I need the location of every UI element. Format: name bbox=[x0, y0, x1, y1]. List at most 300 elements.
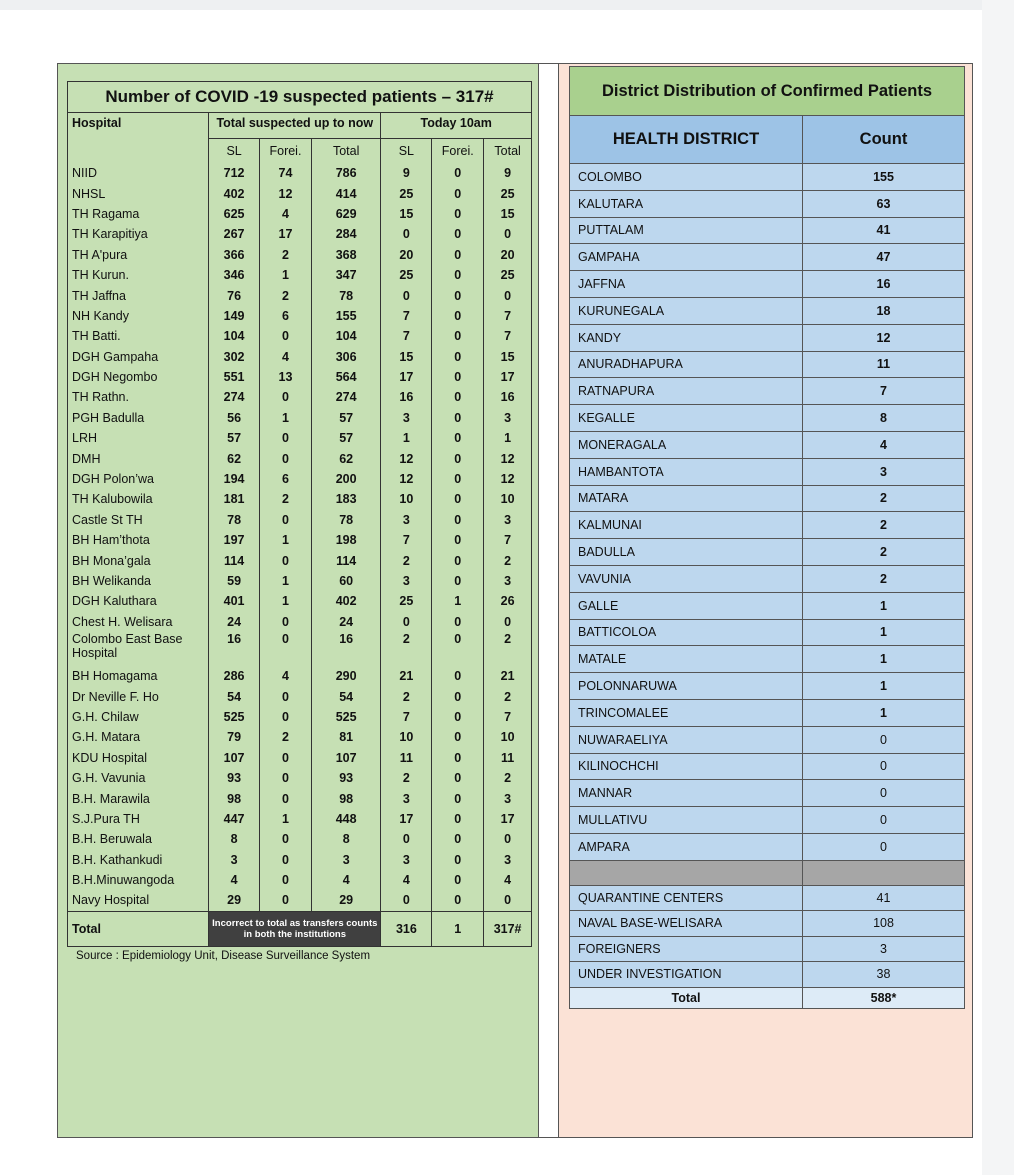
forei-value: 0 bbox=[260, 870, 312, 890]
table-row bbox=[68, 591, 532, 611]
district-name: JAFFNA bbox=[570, 271, 803, 298]
today-total-value: 11 bbox=[484, 748, 532, 768]
category-count: 3 bbox=[803, 936, 965, 962]
district-name: GALLE bbox=[570, 592, 803, 619]
district-count: 1 bbox=[803, 592, 965, 619]
today-total-value: 21 bbox=[484, 666, 532, 686]
hospital-name: B.H. Marawila bbox=[68, 788, 209, 808]
today-sl-value: 10 bbox=[381, 489, 432, 509]
total-value: 155 bbox=[311, 306, 381, 326]
district-row bbox=[570, 271, 965, 298]
today-total-value: 7 bbox=[484, 530, 532, 550]
sl-value: 625 bbox=[209, 204, 260, 224]
col-sl-header: SL bbox=[209, 139, 260, 164]
district-name: RATNAPURA bbox=[570, 378, 803, 405]
col-total-header: Total bbox=[311, 139, 381, 164]
today-forei-value: 0 bbox=[432, 428, 484, 448]
forei-value: 6 bbox=[260, 306, 312, 326]
district-total-row bbox=[570, 987, 965, 1008]
today-sl-value: 9 bbox=[381, 163, 432, 183]
hospital-name: NHSL bbox=[68, 183, 209, 203]
total-value: 78 bbox=[311, 510, 381, 530]
forei-value: 6 bbox=[260, 469, 312, 489]
forei-value: 0 bbox=[260, 707, 312, 727]
forei-value: 4 bbox=[260, 666, 312, 686]
sl-value: 79 bbox=[209, 727, 260, 747]
hospital-name: BH Mona’gala bbox=[68, 550, 209, 570]
sl-value: 3 bbox=[209, 850, 260, 870]
district-row bbox=[570, 378, 965, 405]
table-row bbox=[68, 890, 532, 911]
sl-value: 98 bbox=[209, 788, 260, 808]
today-forei-value: 0 bbox=[432, 408, 484, 428]
col-today-sl-header: SL bbox=[381, 139, 432, 164]
district-name: KANDY bbox=[570, 324, 803, 351]
district-count: 41 bbox=[803, 217, 965, 244]
hospital-name: BH Welikanda bbox=[68, 571, 209, 591]
hospital-name: G.H. Matara bbox=[68, 727, 209, 747]
today-sl-value: 15 bbox=[381, 347, 432, 367]
total-value: 290 bbox=[311, 666, 381, 686]
total-value: 3 bbox=[311, 850, 381, 870]
table-row bbox=[68, 809, 532, 829]
district-row bbox=[570, 807, 965, 834]
today-sl-value: 12 bbox=[381, 448, 432, 468]
district-name: KURUNEGALA bbox=[570, 297, 803, 324]
sl-value: 197 bbox=[209, 530, 260, 550]
category-name: QUARANTINE CENTERS bbox=[570, 885, 803, 911]
today-sl-value: 7 bbox=[381, 326, 432, 346]
total-today-forei: 1 bbox=[432, 911, 484, 946]
total-value: 93 bbox=[311, 768, 381, 788]
district-row bbox=[570, 512, 965, 539]
table-row bbox=[68, 666, 532, 686]
total-note: Incorrect to total as transfers counts in both the institutions bbox=[209, 911, 381, 946]
hospital-name: TH Rathn. bbox=[68, 387, 209, 407]
forei-value: 0 bbox=[260, 850, 312, 870]
col-today-total-header: Total bbox=[484, 139, 532, 164]
district-count: 11 bbox=[803, 351, 965, 378]
table-row bbox=[68, 448, 532, 468]
total-value: 786 bbox=[311, 163, 381, 183]
forei-value: 0 bbox=[260, 890, 312, 911]
today-forei-value: 0 bbox=[432, 347, 484, 367]
total-value: 78 bbox=[311, 285, 381, 305]
district-count: 0 bbox=[803, 726, 965, 753]
hospital-name: PGH Badulla bbox=[68, 408, 209, 428]
district-row bbox=[570, 405, 965, 432]
district-row bbox=[570, 726, 965, 753]
today-sl-value: 11 bbox=[381, 748, 432, 768]
category-name: UNDER INVESTIGATION bbox=[570, 962, 803, 988]
forei-value: 12 bbox=[260, 183, 312, 203]
today-sl-value: 2 bbox=[381, 686, 432, 706]
today-sl-value: 17 bbox=[381, 367, 432, 387]
today-total-value: 0 bbox=[484, 612, 532, 632]
today-sl-value: 4 bbox=[381, 870, 432, 890]
district-count: 2 bbox=[803, 565, 965, 592]
today-header: Today 10am bbox=[381, 113, 532, 139]
table-row bbox=[68, 265, 532, 285]
district-count: 0 bbox=[803, 807, 965, 834]
today-forei-value: 0 bbox=[432, 748, 484, 768]
today-total-value: 3 bbox=[484, 510, 532, 530]
today-forei-value: 0 bbox=[432, 550, 484, 570]
today-total-value: 2 bbox=[484, 768, 532, 788]
total-value: 448 bbox=[311, 809, 381, 829]
table-row bbox=[68, 768, 532, 788]
district-row bbox=[570, 485, 965, 512]
total-today-sl: 316 bbox=[381, 911, 432, 946]
today-sl-value: 17 bbox=[381, 809, 432, 829]
sl-value: 402 bbox=[209, 183, 260, 203]
total-value: 114 bbox=[311, 550, 381, 570]
hospital-name: G.H. Vavunia bbox=[68, 768, 209, 788]
district-name: GAMPAHA bbox=[570, 244, 803, 271]
today-forei-value: 0 bbox=[432, 489, 484, 509]
table-row bbox=[68, 727, 532, 747]
district-name: MANNAR bbox=[570, 780, 803, 807]
table-title: Number of COVID -19 suspected patients – 317# bbox=[68, 82, 532, 113]
hospital-name: KDU Hospital bbox=[68, 748, 209, 768]
today-total-value: 17 bbox=[484, 367, 532, 387]
today-sl-value: 0 bbox=[381, 224, 432, 244]
hospital-name: TH Kurun. bbox=[68, 265, 209, 285]
hospital-name: DGH Kaluthara bbox=[68, 591, 209, 611]
today-sl-value: 12 bbox=[381, 469, 432, 489]
category-count: 38 bbox=[803, 962, 965, 988]
sl-value: 551 bbox=[209, 367, 260, 387]
district-name: KALUTARA bbox=[570, 190, 803, 217]
district-name: NUWARAELIYA bbox=[570, 726, 803, 753]
today-forei-value: 0 bbox=[432, 768, 484, 788]
hospital-name: TH Karapitiya bbox=[68, 224, 209, 244]
district-row bbox=[570, 190, 965, 217]
today-total-value: 12 bbox=[484, 448, 532, 468]
table-row bbox=[68, 469, 532, 489]
hospital-name: Chest H. Welisara bbox=[68, 612, 209, 632]
total-value: 525 bbox=[311, 707, 381, 727]
today-forei-value: 0 bbox=[432, 571, 484, 591]
sl-value: 286 bbox=[209, 666, 260, 686]
district-name: MONERAGALA bbox=[570, 431, 803, 458]
table-row bbox=[68, 510, 532, 530]
district-count: 1 bbox=[803, 673, 965, 700]
hospital-name: DGH Negombo bbox=[68, 367, 209, 387]
forei-value: 74 bbox=[260, 163, 312, 183]
total-value: 16 bbox=[311, 632, 381, 666]
today-total-value: 26 bbox=[484, 591, 532, 611]
sl-value: 302 bbox=[209, 347, 260, 367]
table-row bbox=[68, 686, 532, 706]
district-table bbox=[569, 66, 965, 1009]
today-total-value: 3 bbox=[484, 788, 532, 808]
hospital-name: LRH bbox=[68, 428, 209, 448]
extra-category-row bbox=[570, 962, 965, 988]
hospital-name: B.H. Beruwala bbox=[68, 829, 209, 849]
today-total-value: 3 bbox=[484, 571, 532, 591]
extra-category-row bbox=[570, 911, 965, 937]
today-total-value: 12 bbox=[484, 469, 532, 489]
total-value: 98 bbox=[311, 788, 381, 808]
today-total-value: 17 bbox=[484, 809, 532, 829]
total-value: 4 bbox=[311, 870, 381, 890]
district-row bbox=[570, 592, 965, 619]
district-row bbox=[570, 324, 965, 351]
table-row bbox=[68, 571, 532, 591]
forei-value: 0 bbox=[260, 632, 312, 666]
table-row bbox=[68, 408, 532, 428]
right-scroll-gutter[interactable] bbox=[982, 0, 1014, 1175]
district-row bbox=[570, 646, 965, 673]
suspected-patients-table bbox=[67, 81, 532, 947]
district-count: 7 bbox=[803, 378, 965, 405]
category-count: 108 bbox=[803, 911, 965, 937]
today-forei-value: 0 bbox=[432, 510, 484, 530]
today-forei-value: 0 bbox=[432, 367, 484, 387]
count-header: Count bbox=[803, 116, 965, 164]
district-row bbox=[570, 164, 965, 191]
district-count: 47 bbox=[803, 244, 965, 271]
table-row bbox=[68, 224, 532, 244]
table-row bbox=[68, 870, 532, 890]
forei-value: 1 bbox=[260, 530, 312, 550]
total-value: 200 bbox=[311, 469, 381, 489]
district-count: 2 bbox=[803, 539, 965, 566]
today-forei-value: 0 bbox=[432, 707, 484, 727]
total-value: 54 bbox=[311, 686, 381, 706]
district-name: BADULLA bbox=[570, 539, 803, 566]
district-count: 8 bbox=[803, 405, 965, 432]
district-row bbox=[570, 753, 965, 780]
district-row bbox=[570, 244, 965, 271]
total-value: 402 bbox=[311, 591, 381, 611]
forei-value: 0 bbox=[260, 387, 312, 407]
district-row bbox=[570, 565, 965, 592]
total-label: Total bbox=[68, 911, 209, 946]
district-count: 16 bbox=[803, 271, 965, 298]
today-sl-value: 3 bbox=[381, 408, 432, 428]
hospital-name: TH Ragama bbox=[68, 204, 209, 224]
sl-value: 181 bbox=[209, 489, 260, 509]
sl-value: 104 bbox=[209, 326, 260, 346]
forei-value: 1 bbox=[260, 809, 312, 829]
col-today-forei-header: Forei. bbox=[432, 139, 484, 164]
total-value: 564 bbox=[311, 367, 381, 387]
total-value: 60 bbox=[311, 571, 381, 591]
today-sl-value: 7 bbox=[381, 707, 432, 727]
today-forei-value: 0 bbox=[432, 727, 484, 747]
hospital-name: NH Kandy bbox=[68, 306, 209, 326]
total-value: 29 bbox=[311, 890, 381, 911]
district-name: ANURADHAPURA bbox=[570, 351, 803, 378]
today-forei-value: 0 bbox=[432, 788, 484, 808]
today-total-value: 4 bbox=[484, 870, 532, 890]
sl-value: 114 bbox=[209, 550, 260, 570]
district-table-title: District Distribution of Confirmed Patients bbox=[570, 67, 965, 116]
today-sl-value: 0 bbox=[381, 890, 432, 911]
sl-value: 57 bbox=[209, 428, 260, 448]
today-sl-value: 7 bbox=[381, 530, 432, 550]
today-forei-value: 0 bbox=[432, 469, 484, 489]
today-forei-value: 0 bbox=[432, 163, 484, 183]
table-row bbox=[68, 748, 532, 768]
today-forei-value: 0 bbox=[432, 326, 484, 346]
sl-value: 107 bbox=[209, 748, 260, 768]
extra-category-row bbox=[570, 936, 965, 962]
today-forei-value: 0 bbox=[432, 850, 484, 870]
health-district-header: HEALTH DISTRICT bbox=[570, 116, 803, 164]
separator-row bbox=[570, 860, 965, 885]
district-count: 1 bbox=[803, 646, 965, 673]
today-sl-value: 3 bbox=[381, 510, 432, 530]
today-sl-value: 2 bbox=[381, 768, 432, 788]
today-forei-value: 0 bbox=[432, 612, 484, 632]
hospital-name: Navy Hospital bbox=[68, 890, 209, 911]
today-forei-value: 0 bbox=[432, 632, 484, 666]
total-value: 57 bbox=[311, 428, 381, 448]
forei-value: 4 bbox=[260, 347, 312, 367]
today-total-value: 10 bbox=[484, 727, 532, 747]
sl-value: 194 bbox=[209, 469, 260, 489]
total-value: 347 bbox=[311, 265, 381, 285]
suspected-patients-panel bbox=[57, 63, 539, 1138]
today-forei-value: 0 bbox=[432, 285, 484, 305]
district-name: TRINCOMALEE bbox=[570, 699, 803, 726]
district-name: MATALE bbox=[570, 646, 803, 673]
today-forei-value: 0 bbox=[432, 387, 484, 407]
today-total-value: 25 bbox=[484, 265, 532, 285]
today-sl-value: 20 bbox=[381, 245, 432, 265]
district-count: 0 bbox=[803, 833, 965, 860]
district-count: 63 bbox=[803, 190, 965, 217]
sl-value: 78 bbox=[209, 510, 260, 530]
today-total-value: 0 bbox=[484, 890, 532, 911]
today-forei-value: 0 bbox=[432, 829, 484, 849]
hospital-name: TH Jaffna bbox=[68, 285, 209, 305]
hospital-name: NIID bbox=[68, 163, 209, 183]
today-forei-value: 0 bbox=[432, 204, 484, 224]
district-row bbox=[570, 431, 965, 458]
district-name: AMPARA bbox=[570, 833, 803, 860]
district-count: 12 bbox=[803, 324, 965, 351]
table-row bbox=[68, 788, 532, 808]
source-note: Source : Epidemiology Unit, Disease Surveillance System bbox=[76, 949, 371, 962]
sl-value: 24 bbox=[209, 612, 260, 632]
today-total-value: 1 bbox=[484, 428, 532, 448]
sl-value: 4 bbox=[209, 870, 260, 890]
table-row bbox=[68, 707, 532, 727]
total-suspected-header: Total suspected up to now bbox=[209, 113, 381, 139]
total-value: 198 bbox=[311, 530, 381, 550]
table-row bbox=[68, 632, 532, 666]
forei-value: 0 bbox=[260, 510, 312, 530]
forei-value: 4 bbox=[260, 204, 312, 224]
forei-value: 13 bbox=[260, 367, 312, 387]
total-value: 81 bbox=[311, 727, 381, 747]
district-count: 3 bbox=[803, 458, 965, 485]
forei-value: 2 bbox=[260, 285, 312, 305]
table-row bbox=[68, 489, 532, 509]
extra-category-row bbox=[570, 885, 965, 911]
hospital-name: B.H. Kathankudi bbox=[68, 850, 209, 870]
forei-value: 0 bbox=[260, 612, 312, 632]
table-row bbox=[68, 245, 532, 265]
today-forei-value: 0 bbox=[432, 245, 484, 265]
today-total-value: 20 bbox=[484, 245, 532, 265]
total-value: 24 bbox=[311, 612, 381, 632]
district-name: POLONNARUWA bbox=[570, 673, 803, 700]
district-count: 4 bbox=[803, 431, 965, 458]
today-sl-value: 10 bbox=[381, 727, 432, 747]
forei-value: 2 bbox=[260, 489, 312, 509]
district-name: MATARA bbox=[570, 485, 803, 512]
forei-value: 0 bbox=[260, 768, 312, 788]
sl-value: 8 bbox=[209, 829, 260, 849]
col-forei-header: Forei. bbox=[260, 139, 312, 164]
today-sl-value: 0 bbox=[381, 829, 432, 849]
district-count: 2 bbox=[803, 512, 965, 539]
table-row bbox=[68, 612, 532, 632]
district-name: MULLATIVU bbox=[570, 807, 803, 834]
today-forei-value: 0 bbox=[432, 809, 484, 829]
today-forei-value: 0 bbox=[432, 890, 484, 911]
sl-value: 346 bbox=[209, 265, 260, 285]
total-value: 368 bbox=[311, 245, 381, 265]
total-row bbox=[68, 911, 532, 946]
table-row bbox=[68, 428, 532, 448]
today-total-value: 3 bbox=[484, 850, 532, 870]
today-sl-value: 15 bbox=[381, 204, 432, 224]
today-sl-value: 25 bbox=[381, 591, 432, 611]
district-row bbox=[570, 217, 965, 244]
category-name: NAVAL BASE-WELISARA bbox=[570, 911, 803, 937]
district-total-label: Total bbox=[570, 987, 803, 1008]
today-total-value: 7 bbox=[484, 707, 532, 727]
table-row bbox=[68, 204, 532, 224]
district-count: 155 bbox=[803, 164, 965, 191]
forei-value: 1 bbox=[260, 571, 312, 591]
district-total-value: 588* bbox=[803, 987, 965, 1008]
today-total-value: 15 bbox=[484, 204, 532, 224]
category-count: 41 bbox=[803, 885, 965, 911]
forei-value: 1 bbox=[260, 265, 312, 285]
district-row bbox=[570, 673, 965, 700]
today-total-value: 0 bbox=[484, 829, 532, 849]
forei-value: 17 bbox=[260, 224, 312, 244]
table-row bbox=[68, 530, 532, 550]
hospital-name: TH Batti. bbox=[68, 326, 209, 346]
district-row bbox=[570, 539, 965, 566]
district-name: KALMUNAI bbox=[570, 512, 803, 539]
district-count: 1 bbox=[803, 619, 965, 646]
today-forei-value: 0 bbox=[432, 686, 484, 706]
hospital-name: Colombo East Base Hospital bbox=[68, 632, 209, 666]
forei-value: 0 bbox=[260, 448, 312, 468]
today-total-value: 3 bbox=[484, 408, 532, 428]
table-row bbox=[68, 367, 532, 387]
today-total-value: 7 bbox=[484, 326, 532, 346]
district-name: KILINOCHCHI bbox=[570, 753, 803, 780]
forei-value: 0 bbox=[260, 550, 312, 570]
today-total-value: 10 bbox=[484, 489, 532, 509]
today-sl-value: 2 bbox=[381, 632, 432, 666]
sl-value: 29 bbox=[209, 890, 260, 911]
sl-value: 525 bbox=[209, 707, 260, 727]
hospital-name: Castle St TH bbox=[68, 510, 209, 530]
today-sl-value: 0 bbox=[381, 612, 432, 632]
hospital-name: Dr Neville F. Ho bbox=[68, 686, 209, 706]
